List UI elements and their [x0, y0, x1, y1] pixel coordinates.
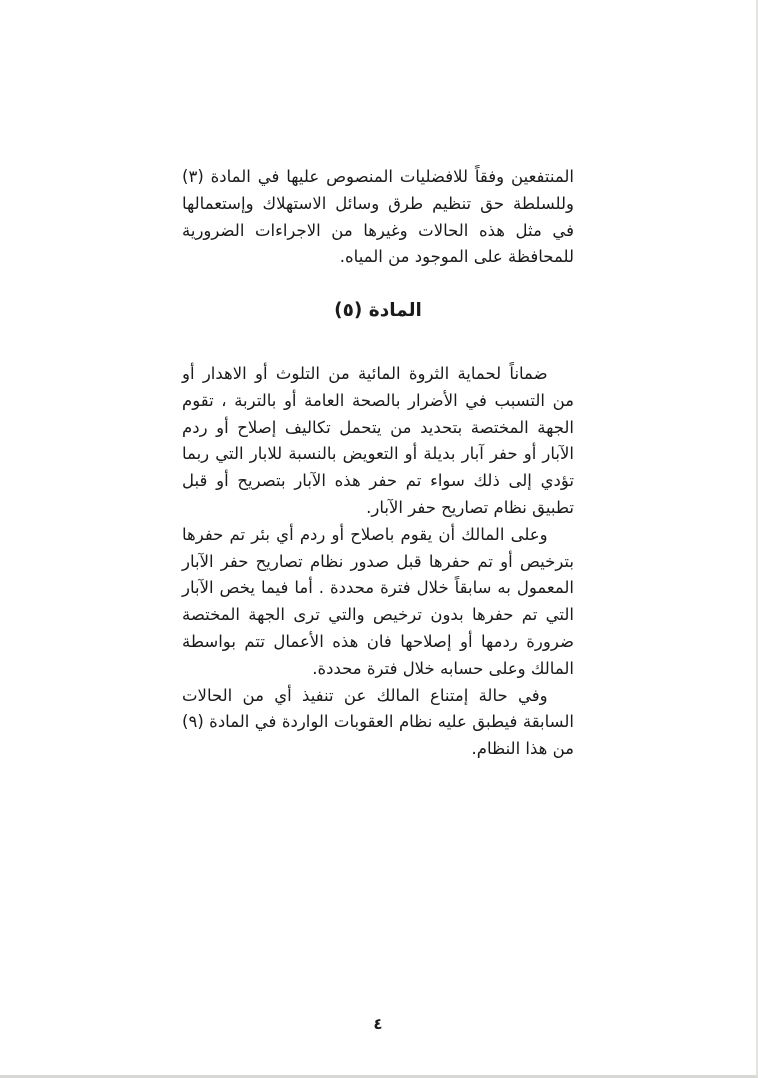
- continuation-paragraph: المنتفعين وفقاً للافضليات المنصوص عليها في المادة (٣) وللسلطة حق تنظيم طرق وسائل الاستهلاك وإستعمالها في مثل هذه الحالات وغيرها من الاجراءات الضرورية للمحافظة على الموجود من المياه.: [182, 167, 574, 267]
- article-heading: المادة (٥): [334, 300, 422, 322]
- text-block: [182, 0, 574, 763]
- body-paragraph: وفي حالة إمتناع المالك عن تنفيذ أي من الحالات السابقة فيطبق عليه نظام العقوبات الواردة في المادة (٩) من هذا النظام.: [182, 685, 574, 759]
- body-paragraph: ضماناً لحماية الثروة المائية من التلوث أو الاهدار أو من التسبب في الأضرار بالصحة العامة أو بالتربة ، تقوم الجهة المختصة بتحديد من يتحمل تكاليف إصلاح أو ردم الآبار أو حفر آبار بديلة أو التعويض بالنسبة للابار التي ربما تؤدي إلى ذلك سواء تم حفر هذه الآبار بتصريح أو قبل تطبيق نظام تصاريح حفر الآبار.: [182, 363, 574, 517]
- page-number: ٤: [373, 1015, 383, 1033]
- body-paragraph: وعلى المالك أن يقوم باصلاح أو ردم أي بئر تم حفرها بترخيص أو تم حفرها قبل صدور نظام تصاريح حفر الآبار المعمول به سابقاً خلال فترة محددة . أما فيما يخص الآبار التي تم حفرها بدون ترخيص والتي ترى الجهة المختصة ضرورة ردمها أو إصلاحها فان هذه الأعمال تتم بواسطة المالك وعلى حسابه خلال فترة محددة.: [182, 524, 574, 678]
